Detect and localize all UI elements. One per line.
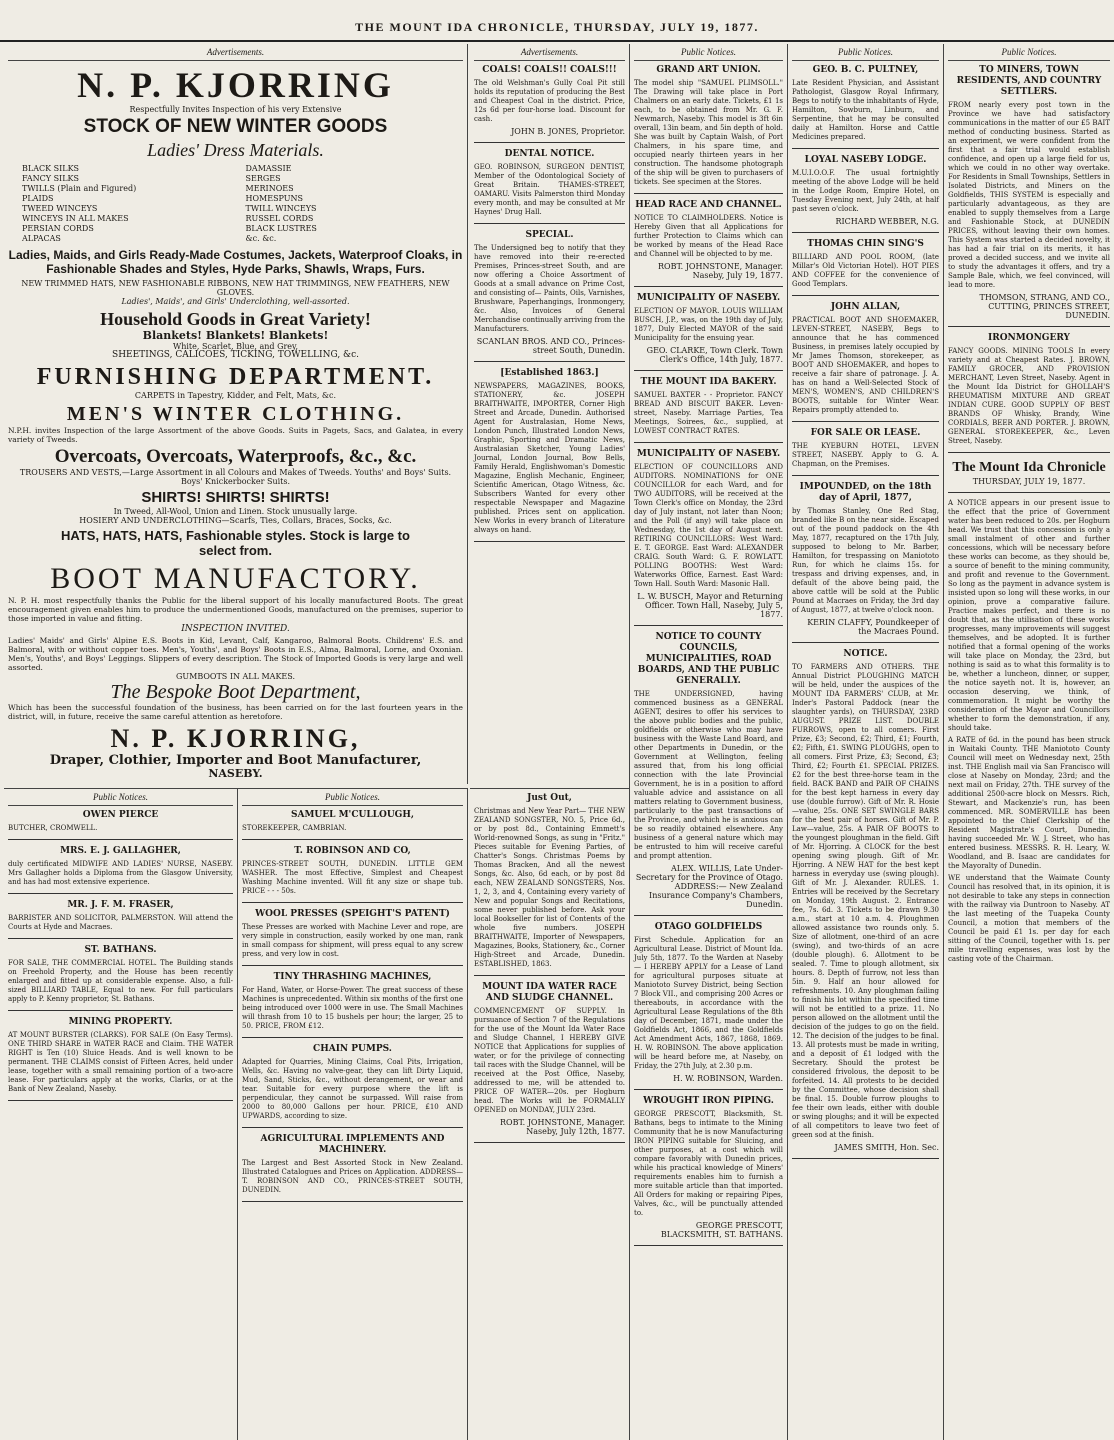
divider: [474, 223, 625, 224]
material-item: &c. &c.: [245, 234, 277, 243]
notice-title: NOTICE.: [843, 649, 888, 659]
notice-signature: H. W. ROBINSON, Warden.: [673, 1074, 783, 1083]
advert-hosiery: HOSIERY AND UNDERCLOTHING—Scarfs, Ties, Collars, Braces, Socks, &c.: [79, 516, 392, 525]
notice-body: TO FARMERS AND OTHERS. THE Annual District PLOUGHING MATCH will be held, under the auspices of the MOUNT IDA FARMERS' CLUB, at Mr. Inder's Pastoral Paddock (near the slaughter yards), on THURSDAY, 23RD AUGUST. PRIZE LIST. DOUBLE FURROWS, open to all comers. First Prize, £3; Second, £2; Third, £1; Fourth, £2; Fifth, £1. SWING PLOUGHS, open to all comers. First Prize, £3; Second, £3; Third, £2; Fourth £1. SPECIAL PRIZES. £2 for the best three-horse team in the field. BACK BAND and PAIR OF CHAINS for the best kept harness in every day use (double furrow). Gift of Mr. R. Hosie—value, 25s. ONE SET SWINGLE BARS for the best pair of horses. Gift of Mr. P. Law—value, 25s. A PAIR OF BOOTS to the youngest ploughman in the field. Gift of Mr. Hjorring. A CLOCK for the best opening swing plough. Gift of Mr. Hjorring. A NEW HAT for the best kept harness in everyday use (swing plough). Gift of Mr. J. Alexander. RULES. 1. Entries will be received by the Secretary on Monday, 19th August. 2. Entrance fee, 7s. 6d. 3. Tickets to be drawn 9.30 a.m., start at 10 a.m. 4. Ploughmen allowed assistance two rounds only. 5. Size of allotment, one-third of an acre (swing), and two-thirds of an acre (double plough). 6. Allotment to be sealed. 7. Time to plough allotment, six hours. 8. Depth of furrow, not less than 5in. 9. Half an hour allowed for refreshments. 10. Any ploughman failing to finish his lot within the specified time will not be entitled to a prize. 11. No person allowed on the allotment until the decision of the judges to go on the field. 12. The decision of the judges to be final. 13. All protests must be made in writing, and a deposit of £1 lodged with the Secretary. Should the protest be considered frivolous, the deposit to be forfeited. 14. All protests to be decided by the Committee, whose decision shall be final. 15. Double furrow ploughs to fee their own leads, either with double or swing ploughs; and it will be expected of all competitors to leave two feet of green sod at the finish.: [792, 663, 939, 1139]
notices-list: [474, 789, 625, 1143]
notice-signature: THOMSON, STRANG, AND CO., CUTTING, PRINCES STREET, DUNEDIN.: [979, 293, 1110, 320]
advert-bespoke-text: Which has been the successful foundation of the business, has been carried on for the last fourteen years in the district, will, in future, receive the same careful attention as heretofore.: [8, 703, 463, 721]
notice: [634, 200, 783, 280]
divider: [242, 1037, 463, 1038]
notice-body: THE KYEBURN HOTEL, LEVEN STREET, NASEBY. Apply to G. A. Chapman, on the Premises.: [792, 442, 939, 468]
notice-body: SAMUEL BAXTER - - Proprietor. FANCY BREAD AND BISCUIT BAKER. Leven-street, Naseby. Marriage Parties, Tea Meetings, Soirees, &c., supplied, at LOWEST CONTRACT RATES.: [634, 391, 783, 435]
notice-body: The Largest and Best Assorted Stock in New Zealand. Illustrated Catalogues and Prices on Application. ADDRESS— T. ROBINSON AND CO., PRINCES-STREET SOUTH, DUNEDIN.: [242, 1159, 463, 1194]
notice-title: HEAD RACE AND CHANNEL.: [635, 200, 782, 210]
notice-title: MRS. E. J. GALLAGHER,: [60, 846, 181, 856]
notice-title: FOR SALE OR LEASE.: [810, 428, 921, 438]
notice-title: LOYAL NASEBY LODGE.: [804, 155, 927, 165]
notice: [474, 149, 625, 217]
notice-body: GEORGE PRESCOTT, Blacksmith, St. Bathans, begs to intimate to the Mining Community that he is now Manufacturing IRON PIPING suitable for Sluicing, and other purposes, at a cost which will compare favorably with Dunedin prices, while his practical knowledge of Miners' requirements enables him to furnish a more suitable article than that imported. All Orders for making or repairing Pipes, Valves, &c., will be punctually attended to.: [634, 1110, 783, 1217]
notice: [792, 65, 939, 142]
material-item: RUSSEL CORDS: [245, 214, 314, 223]
notice: [474, 230, 625, 355]
notice-title: MUNICIPALITY OF NASEBY.: [636, 293, 781, 303]
divider: [474, 361, 625, 362]
material-item: WINCEYS IN ALL MAKES: [22, 214, 129, 223]
section-head: Public Notices.: [242, 789, 463, 806]
paper-date: THURSDAY, JULY 19, 1877.: [972, 477, 1086, 486]
divider: [634, 1245, 783, 1246]
notice-body: BARRISTER AND SOLICITOR, PALMERSTON. Will attend the Courts at Hyde and Macraes.: [8, 914, 233, 931]
divider: [792, 232, 939, 233]
notice-title: DENTAL NOTICE.: [504, 149, 595, 159]
notice-signature: JAMES SMITH, Hon. Sec.: [834, 1143, 939, 1152]
notice-title: MOUNT IDA WATER RACE AND SLUDGE CHANNEL.: [482, 982, 617, 1003]
notice-body: These Presses are worked with Machine Lever and rope, are very simple in construction, easily worked by one man, rank in small compass for shipment, will press equal to any screw press, and very low in cost.: [242, 923, 463, 958]
divider: [948, 326, 1110, 327]
notice-title: Just Out,: [527, 793, 572, 803]
notices-list: [474, 65, 625, 542]
notice-title: MINING PROPERTY.: [68, 1017, 173, 1027]
material-item: BLACK SILKS: [22, 164, 80, 173]
notice-body: Late Resident Physician, and Assistant Pathologist, Glasgow Royal Infirmary, Begs to notify to the inhabitants of Hyde, Hamilton, Sowburn, Linburn, and Serpentine, that he may be consulted daily at Hamilton. Horse and Cattle Medicines prepared.: [792, 79, 939, 141]
notice-body: The model ship "SAMUEL PLIMSOLL." The Drawing will take place in Port Chalmers on an early date. Tickets, £1 1s each, to be obtained from Mr. G. F. Newmarch, Naseby. This model is 3ft 6in overall, 13in beam, and 5in depth of hold. She was built by Captain Walsh, of Port Chalmers, in his spare time, and occupied nearly thirteen years in her construction. The handsome photograph of the ship will be given to purchasers of tickets. See specimen at the Stores.: [634, 79, 783, 186]
advert-household: Household Goods in Great Variety!: [100, 309, 371, 329]
material-item: ALPACAS: [22, 234, 61, 243]
notice: [8, 846, 233, 887]
public-notices-col5: [944, 44, 1114, 1440]
notice-body: The old Welshman's Gully Coal Pit still holds its reputation of producing the Best and Cheapest Coal in the district. Price, 12s 6d per four-horse load. Discount for cash.: [474, 79, 625, 123]
notice-title: THE MOUNT IDA BAKERY.: [640, 377, 777, 387]
notice-signature: SCANLAN BROS. AND CO., Princes-street South, Dunedin.: [476, 337, 625, 355]
divider: [242, 1127, 463, 1128]
material-item: PLAIDS: [22, 194, 54, 203]
notice: [474, 65, 625, 136]
divider: [792, 421, 939, 422]
material-item: DAMASSIE: [245, 164, 292, 173]
notice-body: FROM nearly every post town in the Province we have had satisfactory communications in the matter of our £5 BAIT method of conducting business. Started as an experiment, we were confident from the first that a fair trial would establish confidence, and open up a large field for us, which we could in no other way overtake. For Residents in Small Townships, Settlers in Isolated Districts, and Miners on the Goldfields, THIS SYSTEM is especially and particularly advantageous, as they are enabled to supply themselves from a Large and Fashionable Stock, at DUNEDIN PRICES, without leaving their own homes. This System was started a decided novelty, it has had a fair trial on its merits, it has proved a decided success, and we invite all to study the advantages it offers, and try a Sample Bale, which, we feel convinced, will lead to more.: [948, 101, 1110, 289]
divider: [474, 975, 625, 976]
notice: [242, 972, 463, 1031]
divider: [634, 442, 783, 443]
divider: [8, 893, 233, 894]
advert-gumboots: GUMBOOTS IN ALL MAKES.: [176, 672, 295, 681]
notice-title: SAMUEL M'CULLOUGH,: [290, 810, 414, 820]
notice-body: ELECTION OF MAYOR. LOUIS WILLIAM BUSCH, J.P., was, on the 19th day of July, 1877, Duly Elected MAYOR of the said Municipality for the ensuing year.: [634, 307, 783, 342]
notice-title: COALS! COALS!! COALS!!!: [482, 65, 617, 75]
advert-furnishing: FURNISHING DEPARTMENT.: [36, 364, 435, 390]
advert-stock: STOCK OF NEW WINTER GOODS: [83, 116, 388, 137]
divider: [8, 1010, 233, 1011]
materials-list: [8, 160, 463, 248]
divider: [792, 148, 939, 149]
notice-signature: ROBT. JOHNSTONE, Manager. Naseby, July 12th, 1877.: [500, 1118, 625, 1136]
notice-title: TINY THRASHING MACHINES,: [273, 972, 432, 982]
notice-body: For Hand, Water, or Horse-Power. The great success of these Machines is unprecedented. Within six months of the first one being introduced over 1000 were in use. The Small Machines will thrash from 10 to 15 bushels per hour; the larger, 25 to 50. PRICE, FROM £12.: [242, 986, 463, 1030]
notice-title: THOMAS CHIN SING'S: [807, 239, 924, 249]
advert-logo: N. P. KJORRING: [77, 65, 394, 105]
notice-body: BILLIARD AND POOL ROOM, (late Millar's Old Victorian Hotel). HOT PIES AND COFFEE for the convenience of Good Templars.: [792, 253, 939, 288]
masthead: [0, 0, 1114, 42]
notice: [634, 377, 783, 436]
advert-shirts: SHIRTS! SHIRTS! SHIRTS!: [141, 489, 330, 506]
notice-title: MR. J. F. M. FRASER,: [67, 900, 174, 910]
materials-right: [246, 164, 450, 244]
divider: [948, 492, 1110, 493]
notice: [634, 65, 783, 187]
divider: [474, 1142, 625, 1143]
notice: [8, 810, 233, 833]
notice-signature: KERIN CLAFFY, Poundkeeper of the Macraes Pound.: [807, 618, 939, 636]
divider: [474, 541, 625, 542]
notice-title: AGRICULTURAL IMPLEMENTS AND MACHINERY.: [260, 1134, 445, 1155]
notice-signature: L. W. BUSCH, Mayor and Returning Officer. Town Hall, Naseby, July 5, 1877.: [637, 592, 783, 619]
notice: [792, 649, 939, 1152]
notice-body: NEWSPAPERS, MAGAZINES, BOOKS, STATIONERY, &c. JOSEPH BRAITHWAITE, IMPORTER, Corner High Street and Arcade, Dunedin. Authorised Agent for Australasian, Home News, London Punch, Illustrated London News, Graphic, Sporting and Dramatic News, Australasian Sketcher, Young Ladies' Journal, London Journal, Bow Bells, Family Herald, Englishwoman's Domestic Magazine, English Mechanic, Engineer, Scientific American, Otago Witness, &c. Subscribers Wanted for every other respectable Newspaper and Magazine published. Prices sent on application. New Works in every branch of Literature always on hand.: [474, 382, 625, 534]
notice-title: GRAND ART UNION.: [656, 65, 761, 75]
advert-boot: BOOT MANUFACTORY.: [50, 562, 421, 595]
divider: [792, 295, 939, 296]
notice: [792, 239, 939, 289]
notice-body: STOREKEEPER, CAMBRIAN.: [242, 824, 347, 832]
notice-title: OWEN PIERCE: [82, 810, 159, 820]
notices-list: [792, 65, 939, 1159]
editorial-text: A NOTICE appears in our present issue to the effect that the price of Government water has been reduced to 20s. per Hogburn head. We trust that this concession is only a small instalment of other and further concessions, which will be necessary before these works can become, as they should be, a source of benefit to the mining community, and profit and revenue to the Government. So long as the payment in advance system is insisted upon so long will these works, in our opinion, prove a comparative failure. Practice makes perfect, and there is no doubt that, as the utilisation of these works progresses, many improvements will suggest themselves, and be adopted. It is further notified that a formal opening of the works will take place on Monday, the 23rd, but nothing is said as to what this formality is to be, whether a luncheon, dinner, or supper, the notice sayeth not. It is, however, an occasion deserving, we think, of commemoration. It might be worthy the consideration of the Mayor and Councillors whether to form the demonstration, if any, should take.: [948, 499, 1110, 732]
notice-title: OTAGO GOLDFIELDS: [654, 922, 763, 932]
divider: [242, 839, 463, 840]
notice-title: JOHN ALLAN,: [830, 302, 901, 312]
notice-title: MUNICIPALITY OF NASEBY.: [636, 449, 781, 459]
divider: [634, 625, 783, 626]
divider: [948, 452, 1110, 453]
advert-trimmed: NEW TRIMMED HATS, NEW FASHIONABLE RIBBONS, NEW HAT TRIMMINGS, NEW FEATHERS, NEW GLOVES.: [21, 279, 450, 297]
notice: [792, 302, 939, 415]
notice-body: BUTCHER, CROMWELL.: [8, 824, 98, 832]
notice: [242, 1044, 463, 1121]
notice-title: T. ROBINSON AND CO,: [294, 846, 411, 856]
advert-mens: MEN'S WINTER CLOTHING.: [66, 403, 405, 425]
notice-body: FOR SALE, THE COMMERCIAL HOTEL. The Building stands on Freehold Property, and the House has been recently enlarged and fitted up at considerable expense. Also, a full-sized BILLIARD TABLE, Equal to new. For full particulars apply to P. Kenny proprietor, St. Bathans.: [8, 959, 233, 1003]
paper-name: The Mount Ida Chronicle: [952, 460, 1106, 475]
notice: [8, 945, 233, 1004]
notice: [634, 922, 783, 1083]
advert-invite: Respectfully Invites Inspection of his very Extensive: [129, 105, 342, 114]
divider: [634, 370, 783, 371]
section-head: Advertisements.: [474, 44, 625, 61]
notice-body: NOTICE TO CLAIMHOLDERS. Notice is Hereby Given that all Applications for further Protection to Claims which can be worked by means of the Head Race and Channel will be objected to by me.: [634, 214, 783, 258]
notice-body: duly certificated MIDWIFE AND LADIES' NURSE, NASEBY. Mrs Gallagher holds a Diploma from the Glasgow University, and has had most extensive experience.: [8, 860, 233, 886]
notice-body: PRACTICAL BOOT AND SHOEMAKER, LEVEN-STREET, NASEBY, Begs to announce that he has commenced Business, in premises lately occupied by Mr James Thomson, storekeeper, as BOOT AND SHOEMAKER, and hopes to receive a fair share of patronage. J. A. has on hand a Well-Selected Stock of MEN'S, WOMEN'S, AND CHILDREN'S BOOTS, suitable for Winter Wear. Repairs promptly attended to.: [792, 316, 939, 414]
notice-body: THE UNDERSIGNED, having commenced business as a GENERAL AGENT, desires to offer his services to the above public bodies and the public, goldfields or otherwise who may have business with the Waste Land Board, and other Departments in Dunedin, or the Government at Wellington, feeling assured that, from his long official connection with the late Provincial Government, he is in a position to afford valuable advice and assistance on all matters relating to Government business, particularly to the past transactions of the Province, and which he is anxious can be so readily obtained elsewhere. Any business of a general nature which may be entrusted to him will receive careful and prompt attention.: [634, 690, 783, 860]
notice: [792, 428, 939, 469]
advert-bespoke: The Bespoke Boot Department,: [110, 681, 361, 703]
notice-signature: GEO. CLARKE, Town Clerk. Town Clerk's Office, 14th July, 1877.: [646, 346, 783, 364]
notice-title: CHAIN PUMPS.: [313, 1044, 392, 1054]
notice-title: TO MINERS, TOWN RESIDENTS, AND COUNTRY SETTLERS.: [956, 65, 1102, 97]
material-item: FANCY SILKS: [22, 174, 79, 183]
advert-mens-text: N.P.H. invites Inspection of the large Assortment of the above Goods. Suits in Pagets, Sacs, and Galatea, in every variety of Tweeds.: [8, 426, 463, 444]
notice-signature: GEORGE PRESCOTT, BLACKSMITH, ST. BATHANS.: [660, 1221, 783, 1239]
notice-title: IMPOUNDED, on the 18th day of April, 1877,: [799, 482, 932, 503]
songster-col: [470, 788, 630, 1440]
section-head: Public Notices.: [948, 44, 1110, 61]
divider: [8, 839, 233, 840]
divider: [8, 938, 233, 939]
section-head: Public Notices.: [792, 44, 939, 61]
editorial-text: WE understand that the Waimate County Council has resolved that, in its opinion, it is not desirable to take any steps in connection with the railway via Duntroon to Naseby. AT the last meeting of the Tuapeka County Council, a motion that members of the Council be paid £1 1s. per day for each sitting of the Council, together with 1s. per mile travelling expenses, was lost by the casting vote of the Chairman.: [948, 874, 1110, 963]
notice-title: IRONMONGERY: [988, 333, 1070, 343]
notice-title: WOOL PRESSES (SPEIGHT'S PATENT): [255, 909, 450, 919]
notice-body: ELECTION OF COUNCILLORS AND AUDITORS. NOMINATIONS for ONE COUNCILLOR for each Ward, and for TWO AUDITORS, will be received at the Town Clerk's office on Monday, the 23rd day of July instant, not later than Noon; and the Poll (if any) will take place on Wednesday, the 1st day of August next. RETIRING COUNCILLORS: West Ward: E. T. GEORGE. East Ward: ALEXANDER CRAIG. South Ward: G. F. ROWLATT. POLLING BOOTHS: West Ward: Waterworks Office, Earnest. East Ward: Town Hall. South Ward: Masonic Hall.: [634, 463, 783, 588]
public-notices-col2b: [238, 788, 468, 1440]
divider: [474, 142, 625, 143]
material-item: PERSIAN CORDS: [22, 224, 94, 233]
notice: [634, 1096, 783, 1239]
advert-trousers: TROUSERS AND VESTS,—Large Assortment in all Colours and Makes of Tweeds. Youths' and Boys' Suits. Boys' Knickerbocker Suits.: [19, 468, 452, 486]
masthead-title: THE MOUNT IDA CHRONICLE, THURSDAY, JULY 19, 1877.: [355, 20, 759, 34]
notice-title: ST. BATHANS.: [84, 945, 157, 955]
notice-body: FANCY GOODS. MINING TOOLS In every variety and at Cheapest Rates. J. BROWN, FAMILY GROCER, AND PROVISION MERCHANT, Leven Street, Naseby. Agent in the Mount Ida District for GHOLLAH'S RHEUMATISM MIXTURE AND GREAT INDIAN CURE. GOOD SUPPLY OF BEST BRANDS OF Whisky, Brandy, Wine CORDIALS, BEER AND PORTER. J. BROWN, GENERAL STOREKEEPER, &c., Leven Street, Naseby.: [948, 347, 1110, 445]
notice: [8, 1017, 233, 1094]
notices-list: [242, 810, 463, 1202]
notice-body: Adapted for Quarries, Mining Claims, Coal Pits, Irrigation, Wells, &c. Having no valve-gear, they can lift Dirty Liquid, Mud, Sand, Sticks, &c., without derangement, or wear and tear. Suitable for every purpose where the lift is perpendicular, they cannot be surpassed. Will raise from 2000 to 80,000 Gallons per hour. PRICE, £10 AND UPWARDS, according to size.: [242, 1058, 463, 1120]
advert-footer-name: N. P. KJORRING,: [110, 724, 361, 753]
notice-title: WROUGHT IRON PIPING.: [643, 1096, 774, 1106]
notice-signature: ALEX. WILLIS, Late Under-Secretary for the Province of Otago. ADDRESS:— New Zealand Insurance Company's Chambers, Dunedin.: [635, 864, 783, 909]
advert-footer-title: Draper, Clothier, Importer and Boot Manufacturer,: [49, 753, 422, 768]
public-notices-col4: [788, 44, 944, 1440]
divider: [634, 193, 783, 194]
public-notices-col1: [4, 788, 238, 1440]
notice: [242, 810, 463, 833]
notice-body: M.U.I.O.O.F. The usual fortnightly meeting of the above Lodge will be held in the Lodge Room, Empire Hotel, on Tuesday Evening next, July 24th, at half past seven o'clock.: [792, 169, 939, 213]
notice: [242, 846, 463, 896]
advert-carpets: CARPETS in Tapestry, Kidder, and Felt, Mats, &c.: [134, 391, 337, 400]
advert-dress: Ladies' Dress Materials.: [147, 140, 324, 160]
material-item: TWILL WINCEYS: [245, 204, 317, 213]
notice: [474, 793, 625, 969]
notice-body: PRINCES-STREET SOUTH, DUNEDIN. LITTLE GEM WASHER. The most Effective, Simplest and Cheapest Washing Machine invented. Will fit any size or shape tub. PRICE - - - 50s.: [242, 860, 463, 895]
advert-hats: HATS, HATS, HATS, Fashionable styles. Stock is large to select from.: [61, 528, 410, 558]
divider: [242, 965, 463, 966]
material-item: TWEED WINCEYS: [22, 204, 98, 213]
kjorring-advert: [4, 44, 468, 784]
notice-body: GEO. ROBINSON, SURGEON DENTIST, Member of the Odontological Society of Great Britain. THAMES-STREET, OAMARU. Visits Palmerston third Monday every month, and may be consulted at Mr Haynes' Drug Hall.: [474, 163, 625, 216]
advert-overcoats: Overcoats, Overcoats, Waterproofs, &c., &c.: [54, 446, 417, 467]
notice: [792, 482, 939, 636]
divider: [8, 1100, 233, 1101]
notice: [242, 909, 463, 959]
divider: [634, 1089, 783, 1090]
section-head: Public Notices.: [8, 789, 233, 806]
divider: [634, 915, 783, 916]
notice-body: COMMENCEMENT OF SUPPLY. In pursuance of Section 7 of the Regulations for the use of the Mount Ida Water Race and Sludge Channel, I HEREBY GIVE NOTICE that Applications for supplies of water, or for the privilege of connecting tail races with the Sludge Channel, will be received at the Post Office, Naseby, addressed to me, will be attended to. PRICE OF WATER—20s. per Hogburn head. The Works will be FORMALLY OPENED on MONDAY, JULY 23rd.: [474, 1007, 625, 1114]
notice-title: NOTICE TO COUNTY COUNCILS, MUNICIPALITIES, ROAD BOARDS, AND THE PUBLIC GENERALLY.: [637, 632, 780, 686]
material-item: BLACK LUSTRES: [245, 224, 317, 233]
notice: [792, 155, 939, 226]
advert-costumes: Ladies, Maids, and Girls Ready-Made Costumes, Jackets, Waterproof Cloaks, in Fashionable Shades and Styles, Hyde Parks, Shawls, Wraps, Furs.: [8, 248, 463, 276]
advert-boot-list: Ladies' Maids' and Girls' Alpine E.S. Boots in Kid, Levant, Calf, Kangaroo, Balmoral Boots. Childrens' E.S. and Balmoral, with or without copper toes. Men's, Youths', and Boys' Boots in E.S., Alma, Balmoral, Lorne, and Oxonian. Men's, Youths', and Boys' Leggings. Slippers of every description. The Stock of Imported Goods is very large and well assorted.: [8, 636, 463, 672]
advert-inspection: INSPECTION INVITED.: [181, 624, 290, 634]
notice-signature: ROBT. JOHNSTONE, Manager. Naseby, July 19, 1877.: [658, 262, 783, 280]
material-item: SERGES: [245, 174, 281, 183]
notice-body: by Thomas Stanley, One Red Stag, branded like B on the near side. Escaped out of the pound paddock on the 4th May, 1877, recaptured on the 17th July, supposed to belong to Mr. Barber, Hamilton, for trespassing on Maniototo Run, for which he claims 15s. for trespass and driving expenses, and, in default of the above being paid, the above cattle will be sold at the Public Pound at Macraes on Friday, the 3rd day of August, 1877, at twelve o'clock noon.: [792, 507, 939, 614]
notice-title: GEO. B. C. PULTNEY,: [812, 65, 919, 75]
notice-signature: JOHN B. JONES, Proprietor.: [511, 127, 625, 136]
section-head: Advertisements.: [8, 44, 463, 61]
material-item: MERINOES: [245, 184, 294, 193]
notice: [8, 900, 233, 932]
brief-notes: A RATE of 6d. in the pound has been struck in Waitaki County. THE Maniototo County Council will meet on Wednesday next, 25th inst. THE English mail via San Francisco will close at Naseby on Monday, 23rd; and the next mail on Friday, 27th. THE survey of the additional 2500-acre block on Messrs. Rich, Stewart, and Mackenzie's run, has been commenced. MR. SOMERVILLE has been appointed to the Chief Clerkship of the Resident Magistrate's Court, Dunedin, having succeeded Mr. W. J. Street, who has entered business. MESSRS. R. H. Leary, W. Woodland, and B. Isaac are candidates for the Mayoralty of Dunedin.: [948, 736, 1110, 870]
notice-body: AT MOUNT BURSTER (CLARKS). FOR SALE (On Easy Terms). ONE THIRD SHARE in WATER RACE and Claim. THE WATER RIGHT is Ten (10) Sluice Heads. And is well known to be permanent. THE CLAIMS consist of Fifteen Acres, held under lease, together with a small remaining portion of a two-acre lease. For particulars apply at the works, Clarks, or at the Bank of New Zealand, Naseby.: [8, 1031, 233, 1093]
divider: [792, 1158, 939, 1159]
material-item: TWILLS (Plain and Figured): [22, 184, 137, 193]
divider: [634, 286, 783, 287]
notice: [474, 982, 625, 1136]
advert-blankets-sub: White, Scarlet, Blue, and Grey,: [172, 342, 299, 351]
notice-title: SPECIAL.: [525, 230, 574, 240]
notice: [634, 449, 783, 619]
advert-sheetings: SHEETINGS, CALICOES, TICKING, TOWELLING, &c.: [112, 350, 359, 360]
notice: [474, 368, 625, 535]
divider: [792, 475, 939, 476]
advert-boot-text: N. P. H. most respectfully thanks the Public for the liberal support of his locally manufactured Boots. The great encouragement given enables him to produce the undermentioned Goods, manufactured on the premises, superior to those imported in value and fitting.: [8, 596, 463, 623]
notice-body: First Schedule. Application for an Agricultural Lease. District of Mount Ida. July 5th, 1877. To the Warden at Naseby— I HEREBY APPLY for a Lease of Land for agricultural purposes situate at Maniototo Survey District, being Section 7 Block VII., and comprising 200 Acres or thereabouts, in accordance with the Agricultural Lease Regulations of the 8th day of December, 1871, made under the Goldfields Act, 1866, and the Goldfields Act Amendment Acts, 1867, 1868, 1869. H. W. ROBINSON. The above application will be heard before me, at Naseby, on Friday, the 27th July, at 2.30 p.m.: [634, 936, 783, 1070]
material-item: HOMESPUNS: [245, 194, 304, 203]
public-notices-col3: [630, 44, 788, 1440]
notice-signature: RICHARD WEBBER, N.G.: [835, 217, 939, 226]
advert-shirts-sub: In Tweed, All-Wool, Union and Linen. Stock unusually large.: [113, 507, 358, 516]
notice: [634, 293, 783, 364]
notice-title: [Established 1863.]: [500, 368, 599, 378]
notices-list: [634, 65, 783, 1246]
divider: [242, 1201, 463, 1202]
advertisements-col2: [470, 44, 630, 788]
section-head: Public Notices.: [634, 44, 783, 61]
divider: [792, 642, 939, 643]
materials-left: [22, 164, 226, 244]
notice: [634, 632, 783, 909]
divider: [242, 902, 463, 903]
notice: [242, 1134, 463, 1195]
notices-list: [8, 810, 233, 1101]
notice-body: Christmas and New Year Part— THE NEW ZEALAND SONGSTER, NO. 5, Price 6d., or by post 8d., Containing Emmett's World-renowned Songs, as sung in "Fritz." Pieces suitable for Evening Parties, of Chatter's Songs. Christmas Poems by Thomas Bracken, And all the newest Songs, &c. Also, 6d each, or by post 8d each, NEW ZEALAND SONGSTERS, Nos. 1, 2, 3, and 4, Containing every variety of New and popular Songs and Recitations, some never published before. Ask your local Bookseller for list of Contents of the whole five numbers. JOSEPH BRAITHWAITE, Importer of Newspapers, Magazines, Books, Stationery, &c., Corner High-Street and Arcade, Dunedin. ESTABLISHED, 1863.: [474, 807, 625, 968]
notice-body: The Undersigned beg to notify that they have removed into their re-erected Premises, Princes-street South, and are now offering a Choice Assortment of Goods at a small advance on Prime Cost, and consisting of— Paints, Oils, Varnishes, Brushware, Paperhangings, Ironmongery, &c. Also, Invoices of General Merchandise continually arriving from the Manufacturers.: [474, 244, 625, 333]
advert-footer-place: NASEBY.: [208, 767, 263, 780]
advert-blankets: Blankets! Blankets! Blankets!: [142, 329, 329, 342]
advert-underclothing: Ladies', Maids', and Girls' Underclothing, well-assorted.: [121, 297, 350, 306]
